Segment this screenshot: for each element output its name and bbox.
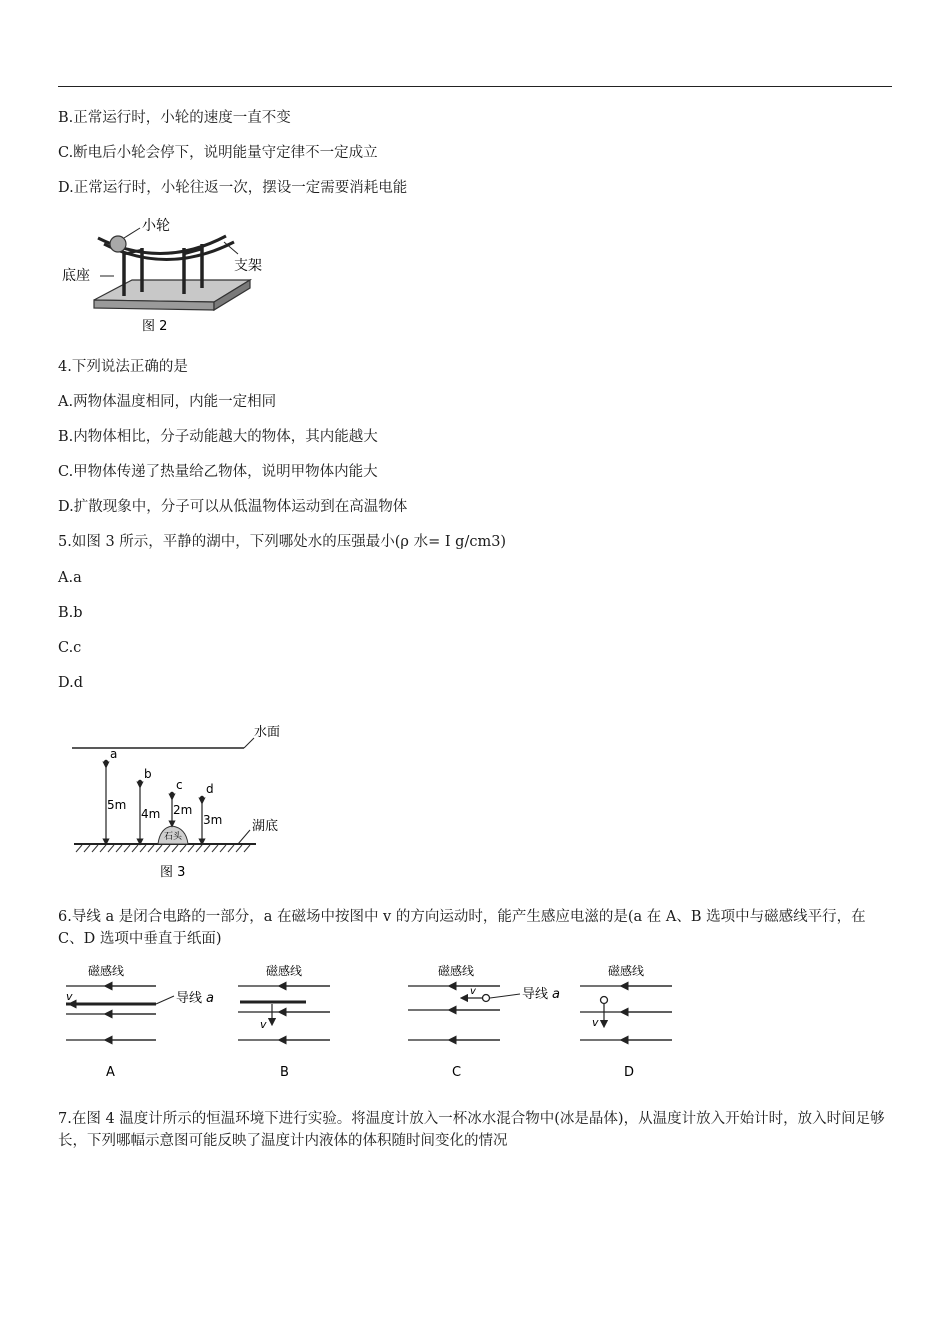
label-stand: 支架 <box>234 258 262 274</box>
point-a-depth: 5m <box>107 798 127 812</box>
figure-q6-panels <box>60 960 720 1084</box>
panel-d-field-label: 磁感线 <box>608 964 645 978</box>
q7-stem: 7.在图 4 温度计所示的恒温环境下进行实验。将温度计放入一杯冰水混合物中(冰是晶体)，从温度计放入开始计时，放入时间足够长，下列哪幅示意图可能反映了温度计内液体的体积随时间变化的情况 <box>58 1111 885 1149</box>
panel-a-wire-symbol: a <box>206 991 214 1006</box>
q5-option-c: C.c <box>58 640 82 656</box>
point-a-name: a <box>110 747 118 761</box>
label-base: 底座 <box>62 268 90 284</box>
panel-c-v: v <box>470 986 476 997</box>
header-rule <box>58 86 892 87</box>
q4-stem: 4.下列说法正确的是 <box>58 359 188 375</box>
panel-c <box>408 963 560 1080</box>
point-b-depth: 4m <box>141 807 161 821</box>
base-front <box>94 300 214 310</box>
point-d-depth: 3m <box>203 813 223 827</box>
panel-c-wire-label: 导线 <box>522 987 549 1002</box>
q4-option-d: D.扩散现象中，分子可以从低温物体运动到在高温物体 <box>58 499 408 515</box>
point-d-name: d <box>206 782 214 796</box>
point-c-depth: 2m <box>173 803 193 817</box>
panel-b-field-label: 磁感线 <box>266 964 303 978</box>
panel-a-field-label: 磁感线 <box>88 964 125 978</box>
panel-a-v: v <box>66 990 73 1003</box>
panel-b-label: B <box>280 1065 289 1080</box>
panel-b <box>238 963 330 1080</box>
label-wheel: 小轮 <box>142 218 170 234</box>
q4-option-b: B.内物体相比，分子动能越大的物体，其内能越大 <box>58 429 378 445</box>
q3-option-c: C.断电后小轮会停下，说明能量守定律不一定成立 <box>58 145 378 161</box>
point-c-name: c <box>176 778 183 792</box>
panel-d-label: D <box>624 1065 635 1080</box>
point-b-name: b <box>144 767 152 781</box>
q4-option-c: C.甲物体传递了热量给乙物体，说明甲物体内能大 <box>58 464 378 480</box>
q5-stem: 5.如图 3 所示，平静的湖中，下列哪处水的压强最小(ρ 水= I g/cm3) <box>58 534 507 550</box>
figure-2-caption: 图 2 <box>142 319 168 334</box>
panel-c-wire-symbol: a <box>552 987 560 1002</box>
panel-b-v: v <box>260 1018 267 1031</box>
q3-option-d: D.正常运行时，小轮往返一次，摆设一定需要消耗电能 <box>58 180 408 196</box>
q5-option-d: D.d <box>58 675 83 691</box>
lake-bottom-hatch <box>76 845 250 852</box>
q5-option-b: B.b <box>58 605 83 621</box>
panel-c-label: C <box>452 1065 462 1080</box>
panel-a-label: A <box>106 1065 115 1080</box>
panel-a <box>66 963 214 1080</box>
figure-3-caption: 图 3 <box>160 865 186 880</box>
q5-option-a: A.a <box>58 570 82 586</box>
panel-c-field-label: 磁感线 <box>438 964 475 978</box>
q6-stem: 6.导线 a 是闭合电路的一部分，a 在磁场中按图中 v 的方向运动时，能产生感应电滋的是(a 在 A、B 选项中与磁感线平行，在 C、D 选项中垂直于纸面) <box>58 909 866 947</box>
wheel-shape <box>110 236 126 252</box>
label-surface: 水面 <box>254 725 281 740</box>
figure-3-lake <box>68 718 298 882</box>
panel-d <box>580 963 672 1080</box>
q3-option-b: B.正常运行时，小轮的速度一直不变 <box>58 110 291 126</box>
panel-d-v: v <box>592 1016 599 1029</box>
figure-2-swing-toy <box>62 214 284 336</box>
panel-a-wire-label: 导线 <box>176 991 203 1006</box>
q4-option-a: A.两物体温度相同，内能一定相同 <box>58 394 277 410</box>
label-stone: 石头 <box>164 832 183 842</box>
label-bottom: 湖底 <box>252 819 279 834</box>
